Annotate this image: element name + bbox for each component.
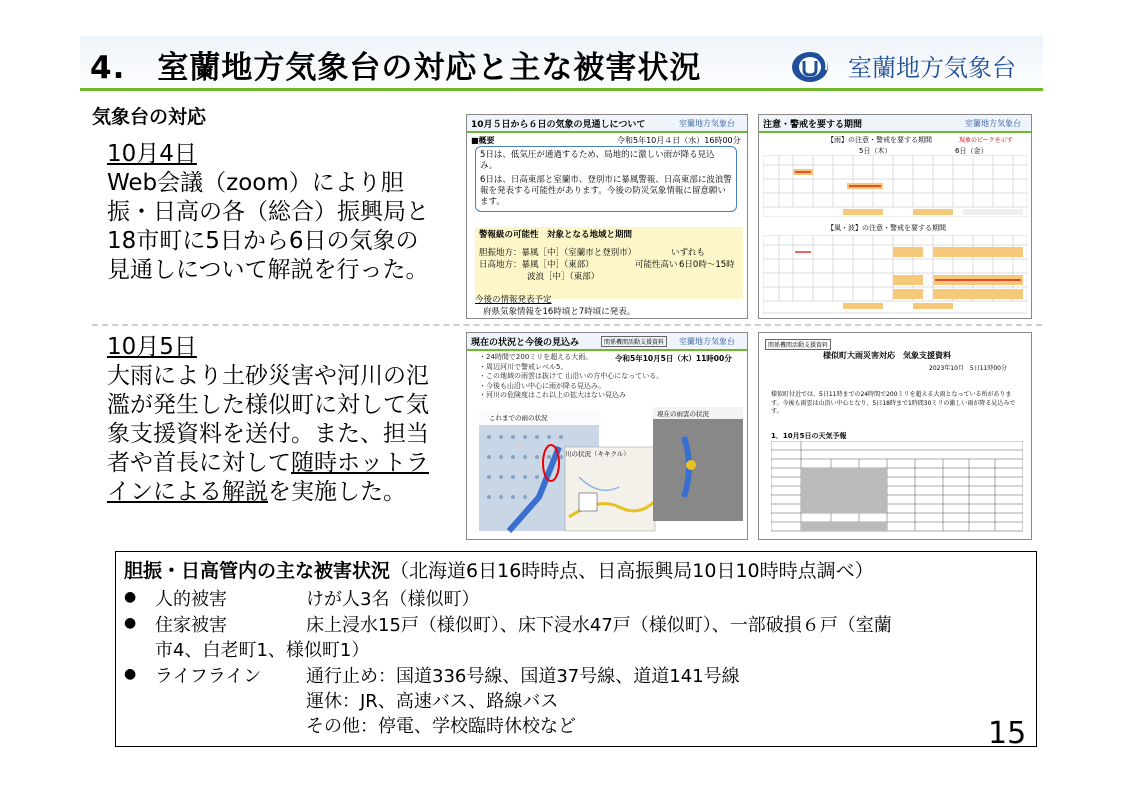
section-heading: 気象台の対応 (92, 106, 207, 128)
oct5-date: 10月5日 (107, 334, 197, 360)
oct4-line: 振・日高の各（総合）振興局と (107, 199, 429, 225)
damage-title-bold: 胆振・日高管内の主な被害状況 (124, 560, 391, 582)
doc1-outline: ■概要 (471, 136, 495, 145)
doc1-bullet2: 6日は、日高東部と室蘭市、登別市に暴風警報、日高東部に波浪警報を発表する可能性があります。今後の防災気象情報に留意願います。 (480, 175, 732, 207)
doc3-note: ・今後も山沿い中心に雨が降る見込み。 (479, 381, 606, 390)
org-name: 室蘭地方気象台 (848, 54, 1016, 82)
damage-title-note: （北海道6日16時時点、日高振興局10日10時時点調べ） (390, 560, 874, 582)
oct5-line: 濫が発生した様似町に対して気 (107, 392, 429, 418)
damage-text-cont2: その他：停電、学校臨時休校など (306, 716, 576, 737)
doc1-next-body: 府県気象情報を16時頃と7時頃に発表。 (483, 307, 636, 317)
dashed-divider (92, 324, 1042, 326)
doc2-sub2: 【風・波】の注意・警戒を要する期間 (827, 224, 946, 232)
doc3-note: ・この地域の雨雲は抜けて 山沿いの方中心になっている。 (479, 372, 664, 380)
doc1-org: 室蘭地方気象台 (679, 119, 735, 128)
doc1-warn-r3: 6日0時～15時 (679, 260, 735, 270)
doc1-warn3: 波浪［中］（東部） (527, 272, 600, 282)
oct4-line: 見通しについて解説を行った。 (107, 257, 429, 283)
doc4-date: 2023年10月 5日11時00分 (929, 365, 1007, 372)
doc2-day5: 5日（木） (859, 147, 892, 155)
rain-period-grid (763, 155, 1027, 217)
doc3-note: ・河川の危険度はこれ以上の拡大はない見込み (479, 391, 626, 399)
damage-text-cont: 市4、白老町1、様似町1） (155, 640, 370, 661)
doc4-section: 1．10月5日の天気予報 (771, 432, 847, 440)
doc4-tag: 関係機関活動支援資料 (765, 339, 831, 350)
damage-item-lifeline (124, 662, 136, 683)
oct5-line: 大雨により土砂災害や河川の氾 (107, 363, 429, 389)
doc2-org: 室蘭地方気象台 (965, 119, 1021, 128)
jma-logo-icon (790, 50, 830, 84)
bullet-icon: ● (124, 666, 137, 682)
doc3-note: ・周辺河川で警戒レベル5。 (479, 362, 568, 371)
doc1-next-title: 今後の情報発表予定 (475, 295, 552, 305)
bullet-icon: ● (124, 615, 137, 631)
oct5-line5-post: を実施した。 (268, 479, 406, 505)
wind-wave-grid (763, 235, 1027, 315)
damage-label: 住家被害 (155, 615, 227, 636)
doc3-title: 現在の状況と今後の見込み (471, 338, 580, 348)
doc1-title: 10月５日から６日の気象の見通しについて (471, 120, 646, 130)
doc2-peak: 現象のピークを示す (959, 137, 1013, 144)
radar-maps (479, 407, 743, 535)
doc3-map1: これまでの雨の状況 (489, 414, 548, 422)
caution-period-doc (758, 114, 1032, 319)
oct5-line (107, 449, 457, 478)
doc3-date: 令和5年10月5日（木）11時00分 (615, 354, 732, 363)
doc1-bullet1: 5日は、低気圧が通過するため、局地的に激しい雨が降る見込み。 (480, 150, 715, 171)
oct5-line (107, 478, 457, 507)
doc3-map3: 現在の雨雲の状況 (657, 410, 709, 418)
oct4-date: 10月4日 (107, 141, 197, 167)
current-status-doc (466, 332, 748, 540)
damage-text: 通行止め：国道336号線、国道37号線、道道141号線 (306, 666, 740, 687)
doc2-day6: 6日（金） (955, 147, 988, 155)
damage-text-cont: 運休：JR、高速バス、路線バス (306, 691, 559, 712)
doc2-title: 注意・警戒を要する期間 (763, 120, 863, 130)
doc2-sub1: 【雨】の注意・警戒を要する期間 (827, 136, 932, 144)
header-divider (80, 88, 1043, 91)
oct5-line4-pre: 者や首長に対して (107, 450, 291, 476)
weather-forecast-table (771, 441, 1023, 533)
oct4-block (107, 140, 457, 285)
doc3-note: ・24時間で200ミリを超える大雨。 (479, 353, 593, 361)
doc3-org: 室蘭地方気象台 (679, 337, 735, 346)
doc1-warn1: 胆振地方：暴風［中］（室蘭市と登別市） (479, 248, 637, 258)
doc1-warn-r2: 可能性高い (635, 260, 678, 270)
doc4-body: 様似町付近では、5日11時までの24時間で200ミリを超える大雨となっている所があります。今後も雨雲は山沿い中心となり、5日18時まで1時間30ミリの激しい雨が降る見込みです。 (771, 391, 1016, 415)
hotline-underlined-2: インによる解説 (107, 479, 268, 505)
damage-item-housing (124, 611, 136, 632)
damage-item-human (124, 585, 136, 606)
bullet-icon: ● (124, 589, 137, 605)
damage-text: けが人3名（様似町） (306, 589, 480, 610)
damage-label: ライフライン (155, 666, 262, 687)
support-material-doc (758, 332, 1032, 540)
doc1-warn-title: 警報級の可能性 対象となる地域と期間 (479, 230, 633, 240)
page-title: 4. 室蘭地方気象台の対応と主な被害状況 (90, 50, 702, 86)
doc1-date: 令和5年10月４日（水）16時00分 (617, 136, 741, 145)
page-number: 15 (988, 716, 1027, 751)
damage-label: 人的被害 (155, 589, 227, 610)
doc3-map2: 川の状況（キキクル） (565, 450, 630, 458)
damage-title (124, 556, 874, 583)
doc3-tag: 関係機関活動支援資料 (601, 336, 667, 347)
hotline-underlined: 随時ホットラ (291, 450, 429, 476)
doc1-warn2: 日高地方：暴風［中］（東部） (479, 260, 594, 270)
oct4-line: Web会議（zoom）により胆 (107, 170, 404, 196)
forecast-outlook-doc (466, 114, 748, 319)
doc4-title: 様似町大雨災害対応 気象支援資料 (823, 351, 951, 360)
oct5-block (107, 333, 457, 507)
oct4-line: 18市町に5日から6日の気象の (107, 228, 419, 254)
damage-text: 床上浸水15戸（様似町）、床下浸水47戸（様似町）、一部破損６戸（室蘭 (306, 615, 892, 636)
oct5-line: 象支援資料を送付。また、担当 (107, 421, 429, 447)
doc1-warn-r1: いずれも (671, 248, 706, 258)
